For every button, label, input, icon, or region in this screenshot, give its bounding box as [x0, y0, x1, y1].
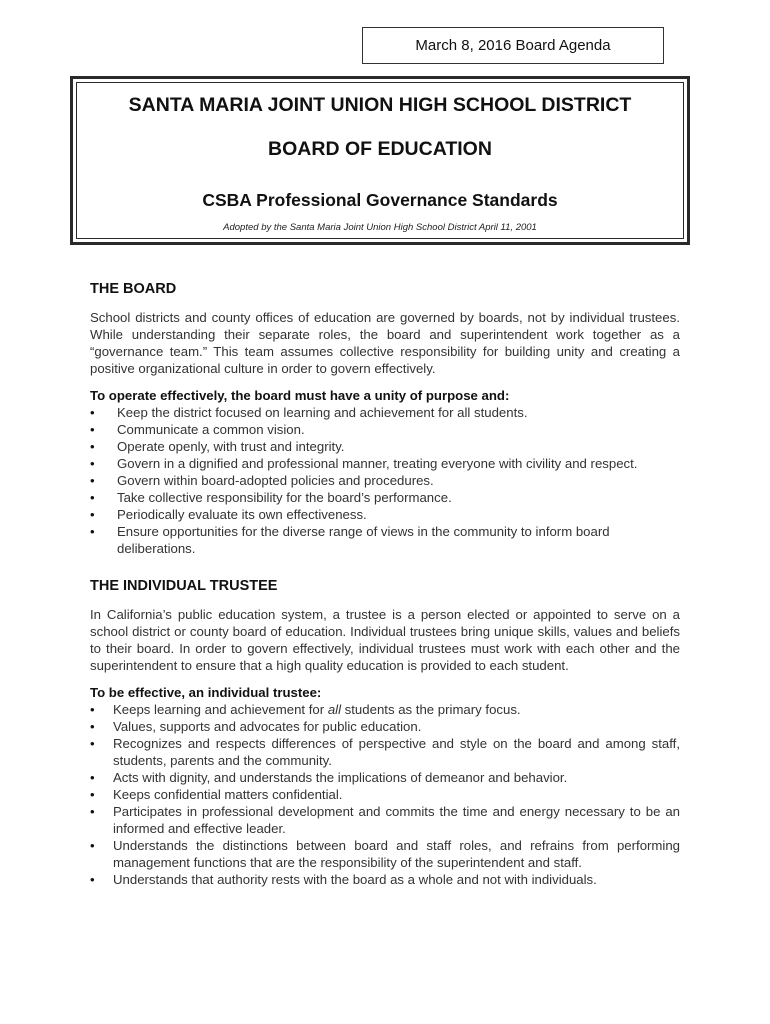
list-item-text: Understands the distinctions between board and staff roles, and refrains from performing management functions that are the responsibility of the superintendent and staff.: [113, 838, 680, 870]
list-item-text: Understands that authority rests with the board as a whole and not with individuals.: [113, 872, 597, 887]
title-box-inner-border: [76, 82, 684, 239]
trustee-list-lead: To be effective, an individual trustee:: [90, 685, 322, 700]
standards-title: CSBA Professional Governance Standards: [202, 190, 558, 210]
list-item-text: Ensure opportunities for the diverse range of views in the community to inform board deliberations.: [117, 524, 610, 556]
bullet-icon: •: [90, 787, 95, 802]
board-section-heading: THE BOARD: [90, 281, 177, 297]
list-item-text: Govern in a dignified and professional manner, treating everyone with civility and respect.: [117, 456, 638, 471]
list-item-text-end: students as the primary focus.: [341, 702, 521, 717]
bullet-icon: •: [90, 770, 95, 785]
board-section-paragraph: School districts and county offices of education are governed by boards, not by individual trustees. While understanding their separate roles, the board and superintendent work together as a “governance team.” This team assumes collective responsibility for building unity and creating a positive organizational culture in order to govern effectively.: [90, 310, 680, 376]
list-item-text: Communicate a common vision.: [117, 422, 305, 437]
emphasis-text: all: [327, 702, 342, 717]
list-item: [90, 489, 680, 506]
list-item-text: Keep the district focused on learning and achievement for all students.: [117, 405, 528, 420]
list-item: [90, 735, 680, 769]
bullet-icon: •: [90, 490, 95, 505]
adoption-note: Adopted by the Santa Maria Joint Union High School District April 11, 2001: [223, 222, 537, 233]
list-item: [90, 803, 680, 837]
list-item-text: Recognizes and respects differences of perspective and style on the board and among staff, students, parents and the community.: [113, 736, 680, 768]
list-item: [90, 421, 680, 438]
board-title: BOARD OF EDUCATION: [268, 138, 492, 160]
list-item-text: Periodically evaluate its own effectiveness.: [117, 507, 367, 522]
bullet-icon: •: [90, 439, 95, 454]
list-item: [90, 701, 680, 718]
bullet-icon: •: [90, 473, 95, 488]
bullet-icon: •: [90, 736, 95, 751]
bullet-icon: •: [90, 872, 95, 887]
list-item-text: Operate openly, with trust and integrity.: [117, 439, 345, 454]
list-item: [90, 769, 680, 786]
trustee-section-paragraph: In California’s public education system, a trustee is a person elected or appointed to serve on a school district or county board of education. Individual trustees bring unique skills, values and beliefs to their board. In order to govern effectively, individual trustees must work with each other and the superintendent to ensure that a high quality education is provided to each student.: [90, 607, 680, 673]
list-item-text: Govern within board-adopted policies and procedures.: [117, 473, 434, 488]
list-item-text-start: Keeps learning and achievement for: [113, 702, 328, 717]
board-responsibilities-list: [90, 404, 680, 557]
list-item: [90, 404, 680, 421]
bullet-icon: •: [90, 456, 95, 471]
bullet-icon: •: [90, 507, 95, 522]
list-item-text: Keeps confidential matters confidential.: [113, 787, 343, 802]
district-title: SANTA MARIA JOINT UNION HIGH SCHOOL DISTRICT: [128, 94, 632, 116]
list-item: [90, 438, 680, 455]
list-item: [90, 455, 680, 472]
document-body: [90, 281, 680, 888]
list-item: [90, 786, 680, 803]
list-item: [90, 472, 680, 489]
bullet-icon: •: [90, 804, 95, 819]
trustee-responsibilities-list: [90, 701, 680, 888]
agenda-date-label: March 8, 2016 Board Agenda: [362, 27, 664, 64]
title-box: [70, 76, 690, 245]
list-item: [90, 871, 680, 888]
list-item-text: Participates in professional development and commits the time and energy necessary to be an informed and effective leader.: [113, 804, 680, 836]
list-item: [90, 837, 680, 871]
bullet-icon: •: [90, 422, 95, 437]
bullet-icon: •: [90, 524, 95, 539]
list-item-text: Values, supports and advocates for public education.: [113, 719, 422, 734]
list-item-text: [113, 702, 521, 717]
trustee-section-heading: THE INDIVIDUAL TRUSTEE: [90, 578, 278, 594]
list-item: [90, 523, 680, 557]
bullet-icon: •: [90, 719, 95, 734]
bullet-icon: •: [90, 702, 95, 717]
bullet-icon: •: [90, 405, 95, 420]
list-item: [90, 506, 680, 523]
bullet-icon: •: [90, 838, 95, 853]
list-item-text: Take collective responsibility for the board’s performance.: [117, 490, 452, 505]
list-item-text: Acts with dignity, and understands the implications of demeanor and behavior.: [113, 770, 568, 785]
board-list-lead: To operate effectively, the board must have a unity of purpose and:: [90, 388, 510, 403]
list-item: [90, 718, 680, 735]
